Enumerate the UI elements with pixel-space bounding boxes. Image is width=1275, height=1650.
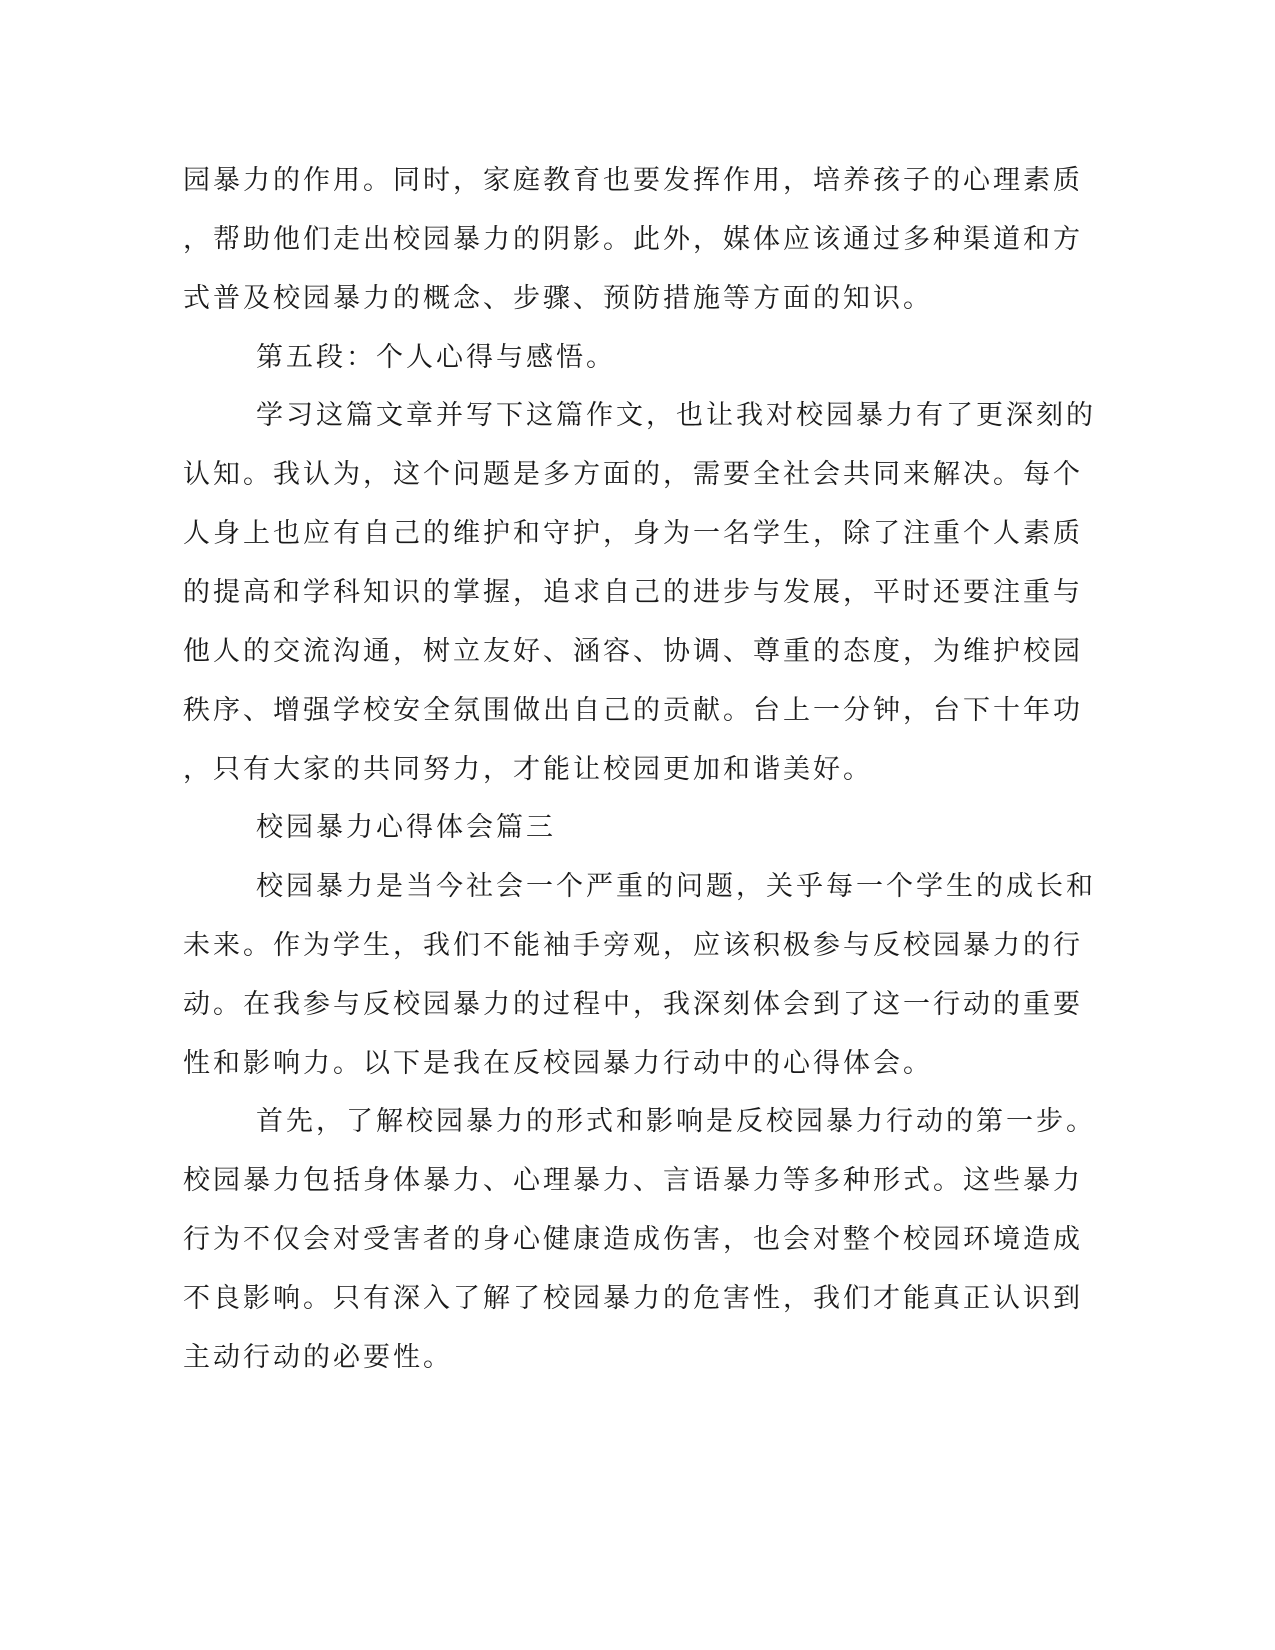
text-line: 人身上也应有自己的维护和守护，身为一名学生，除了注重个人素质 xyxy=(183,518,1083,549)
text-line: 认知。我认为，这个问题是多方面的，需要全社会共同来解决。每个 xyxy=(183,459,1083,490)
text-line: ，帮助他们走出校园暴力的阴影。此外，媒体应该通过多种渠道和方 xyxy=(183,224,1083,255)
text-line: 主动行动的必要性。 xyxy=(183,1342,453,1373)
section-heading: 校园暴力心得体会篇三 xyxy=(256,812,556,843)
text-line: 不良影响。只有深入了解了校园暴力的危害性，我们才能真正认识到 xyxy=(183,1283,1083,1314)
text-line: 式普及校园暴力的概念、步骤、预防措施等方面的知识。 xyxy=(183,283,933,314)
text-line: 首先，了解校园暴力的形式和影响是反校园暴力行动的第一步。 xyxy=(256,1106,1096,1137)
text-line: 秩序、增强学校安全氛围做出自己的贡献。台上一分钟，台下十年功 xyxy=(183,695,1083,726)
text-line: ，只有大家的共同努力，才能让校园更加和谐美好。 xyxy=(183,754,873,785)
text-line: 校园暴力是当今社会一个严重的问题，关乎每一个学生的成长和 xyxy=(256,871,1096,902)
section-heading: 第五段：个人心得与感悟。 xyxy=(256,342,616,373)
text-line: 的提高和学科知识的掌握，追求自己的进步与发展，平时还要注重与 xyxy=(183,577,1083,608)
text-line: 动。在我参与反校园暴力的过程中，我深刻体会到了这一行动的重要 xyxy=(183,989,1083,1020)
text-line: 学习这篇文章并写下这篇作文，也让我对校园暴力有了更深刻的 xyxy=(256,400,1096,431)
text-line: 未来。作为学生，我们不能袖手旁观，应该积极参与反校园暴力的行 xyxy=(183,930,1083,961)
text-line: 校园暴力包括身体暴力、心理暴力、言语暴力等多种形式。这些暴力 xyxy=(183,1165,1083,1196)
text-line: 行为不仅会对受害者的身心健康造成伤害，也会对整个校园环境造成 xyxy=(183,1224,1083,1255)
text-line: 园暴力的作用。同时，家庭教育也要发挥作用，培养孩子的心理素质 xyxy=(183,165,1083,196)
text-line: 性和影响力。以下是我在反校园暴力行动中的心得体会。 xyxy=(183,1048,933,1079)
text-line: 他人的交流沟通，树立友好、涵容、协调、尊重的态度，为维护校园 xyxy=(183,636,1083,667)
